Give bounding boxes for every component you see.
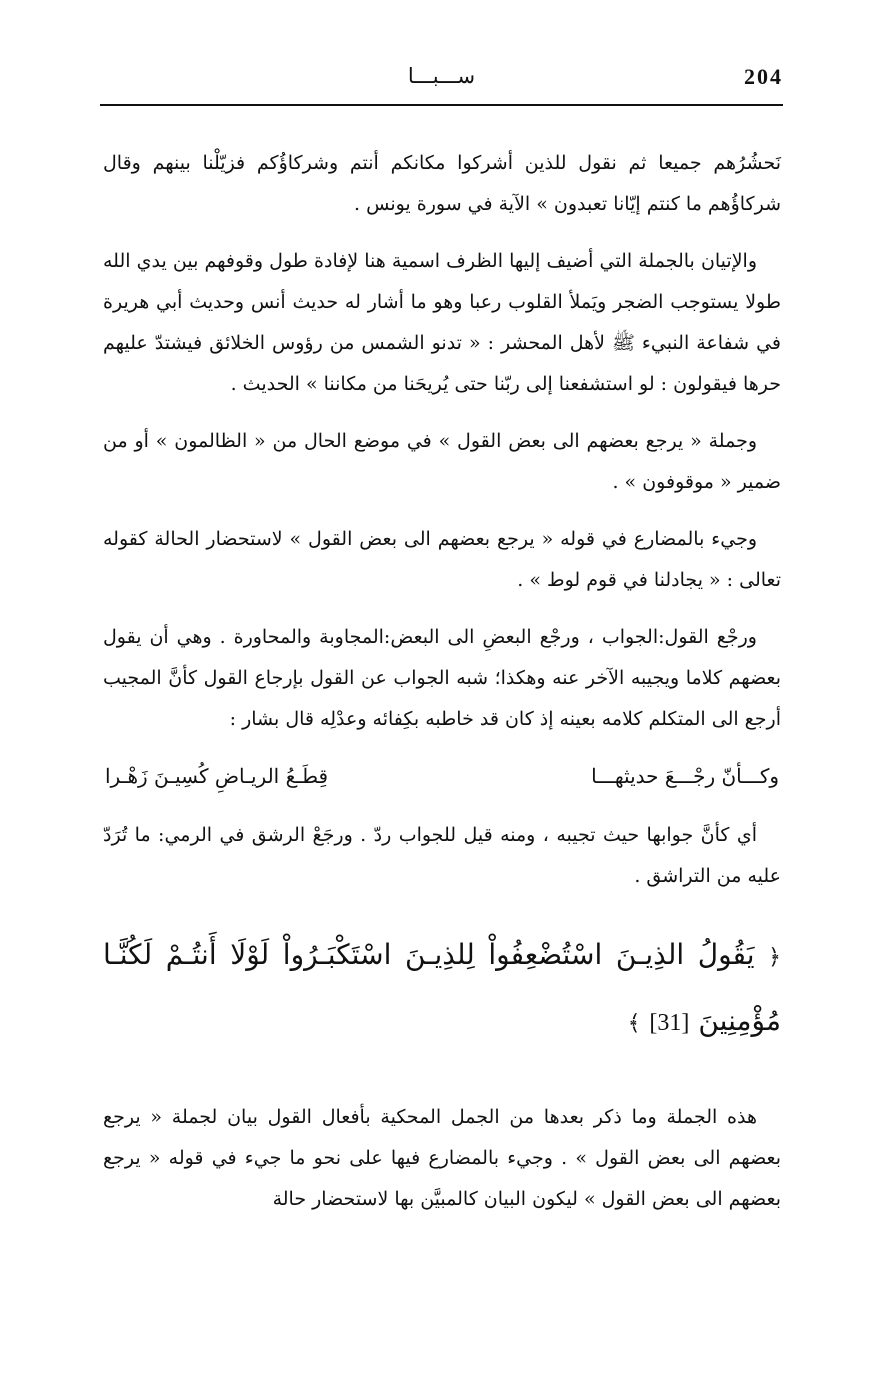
paragraph-continuation: نَحشُرُهم جميعا ثم نقول للذين أشركوا مكانكم أنتم وشركاؤُكم فزيّلْنا بينهم وقال شركاؤُهم ما كنتم إيّانا تعبدون » الآية في سورة يونس . [103,152,781,215]
header-divider [100,104,783,106]
paragraph-closing: هذه الجملة وما ذكر بعدها من الجمل المحكية بأفعال القول بيان لجملة « يرجع بعضهم الى بعض القول » . وجيء بالمضارع فيها على نحو ما جيء في قوله « يرجع بعضهم الى بعض القول » ليكون البيان كالمبيَّن بها لاستحضار حالة [103,1106,781,1210]
poetry-verse [103,756,781,797]
page-header [100,58,783,108]
surah-title: ســـبـــا [407,64,476,88]
paragraph-after-poetry: أي كأنَّ جوابها حيث تجيبه ، ومنه قيل للجواب ردّ . ورجَعْ الرشق في الرمي: ما تُرَدّ عليه من التراشق . [103,824,781,887]
paragraph-raj-al-qawl: ورجْع القول:الجواب ، ورجْع البعضِ الى البعض:المجاوبة والمحاورة . وهي أن يقول بعضهم كلاما ويجيبه الآخر عنه وهكذا؛ شبه الجواب عن القول بإرجاع القول كأنَّ المجيب أرجع الى المتكلم كلامه بعينه إذ كان قد خاطبه بكِفائه وعدْلِه قال بشار : [103,626,781,730]
ornate-bracket-close-icon: ﴾ [627,1011,641,1036]
quran-verse-text: يَقُولُ الذِيـنَ اسْتُضْعِفُواْ لِلذِيـنَ اسْتَكْبَـرُواْ لَوْلَا أَنتُـمْ لَكُنَّـا مُؤْمِنِينَ [103,938,781,1037]
ayah-number: [31] [649,1010,690,1036]
poetry-second-hemistich: قِطَـعُ الريـاضِ كُسِيـنَ زَهْـرا [105,764,329,788]
paragraph-hadith: والإتيان بالجملة التي أضيف إليها الظرف اسمية هنا لإفادة طول وقوفهم بين يدي الله طولا يستوجب الضجر ويَملأ القلوب رعبا وهو ما أشار له حديث أنس وحديث أبي هريرة في شفاعة النبيء ﷺ لأهل المحشر : « تدنو الشمس من رؤوس الخلائق فيشتدّ عليهم حرها فيقولون : لو استشفعنا إلى ربّنا حتى يُريحَنا من مكاننا » الحديث . [103,250,781,395]
poetry-first-hemistich: وكـــأنّ رجْـــعَ حديثهـــا [591,764,779,788]
page-body [103,143,781,1236]
paragraph-mudari: وجيء بالمضارع في قوله « يرجع بعضهم الى بعض القول » لاستحضار الحالة كقوله تعالى : « يجادلنا في قوم لوط » . [103,528,781,591]
paragraph-hal-clause: وجملة « يرجع بعضهم الى بعض القول » في موضع الحال من « الظالمون » أو من ضمير « موقوفون » . [103,430,781,493]
ornate-bracket-open-icon: ﴿ [768,945,782,970]
page-number: 204 [744,64,783,89]
quran-verse [103,923,781,1055]
